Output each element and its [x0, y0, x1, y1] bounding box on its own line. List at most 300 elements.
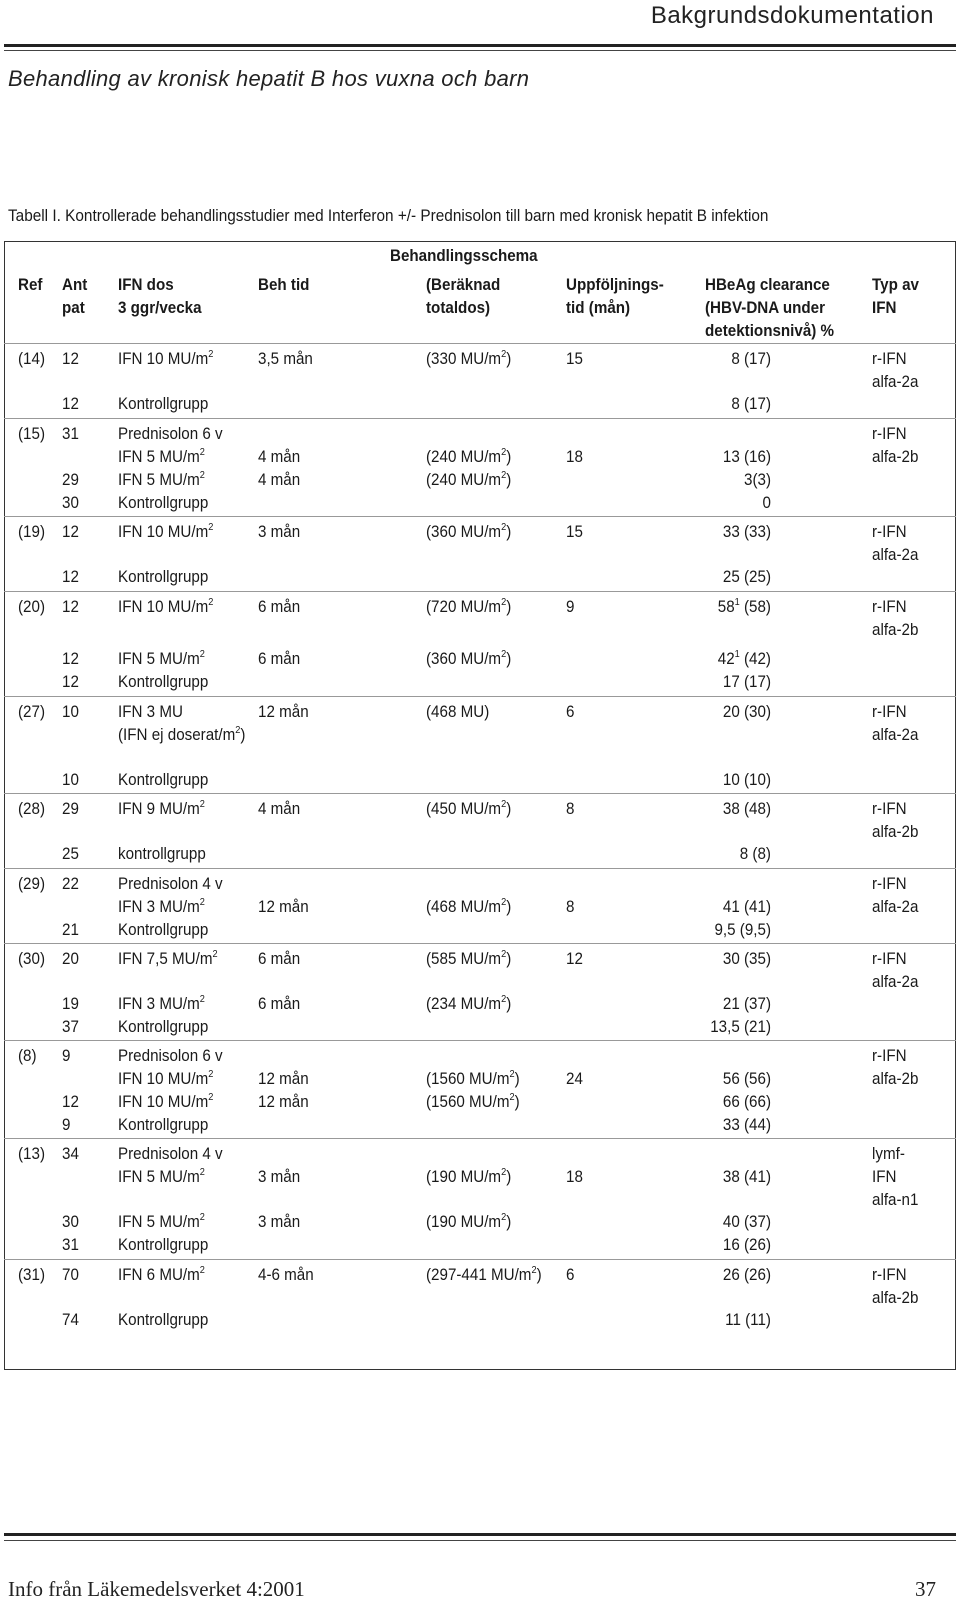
cell-text: (190 MU/m [426, 1213, 502, 1231]
hbeag-clearance-cell [723, 446, 771, 469]
col-header-ref: Ref [18, 276, 43, 294]
ifn-dose-cell [118, 1114, 208, 1137]
cell-text: 6 mån [258, 950, 301, 968]
cell-text: (585 MU/m [426, 950, 502, 968]
total-dose-cell [426, 1068, 520, 1091]
footer-rule-thin [4, 1540, 956, 1541]
cell-text: 13,5 (21) [710, 1018, 771, 1036]
cell-text: ) [506, 471, 512, 489]
cell-text: r-IFN [872, 1047, 907, 1065]
treatment-time-cell [258, 469, 300, 492]
cell-text: (29) [18, 875, 45, 893]
patient-count-cell [62, 919, 79, 942]
cell-text: IFN [872, 1168, 897, 1186]
ifn-type-cell [872, 596, 907, 619]
cell-text: 9 [62, 1047, 71, 1065]
cell-text: ) [506, 650, 512, 668]
superscript: 2 [212, 949, 218, 960]
total-dose-cell [426, 469, 511, 492]
cell-text: ) [514, 1093, 520, 1111]
cell-text: r-IFN [872, 950, 907, 968]
patient-count-cell [62, 393, 79, 416]
col-header-ifn: IFN [872, 299, 897, 317]
superscript: 2 [501, 522, 507, 533]
followup-cell [566, 701, 574, 724]
cell-text: ) [506, 898, 512, 916]
cell-text: IFN 6 MU/m [118, 1266, 200, 1284]
cell-text: 15 [566, 350, 583, 368]
patient-count-cell [62, 993, 79, 1016]
cell-text: 56 (56) [722, 1070, 771, 1088]
cell-text: r-IFN [872, 703, 907, 721]
cell-text: 6 mån [258, 995, 301, 1013]
superscript: 2 [199, 470, 205, 481]
patient-count-cell [62, 423, 79, 446]
cell-text: (240 MU/m [426, 471, 502, 489]
ref-cell [18, 521, 45, 544]
ifn-dose-cell [118, 798, 205, 821]
ifn-dose-cell [118, 1143, 223, 1166]
cell-text: 4 mån [258, 800, 301, 818]
treatment-time-cell [258, 348, 313, 371]
ifn-type-cell [872, 1166, 896, 1189]
cell-text: 20 [62, 950, 79, 968]
patient-count-cell [62, 1143, 79, 1166]
total-dose-cell [426, 896, 511, 919]
treatment-time-cell [258, 896, 309, 919]
cell-text: 12 mån [258, 703, 309, 721]
hbeag-clearance-cell [718, 596, 771, 619]
cell-text: (234 MU/m [426, 995, 502, 1013]
hbeag-clearance-cell [723, 1211, 771, 1234]
cell-text: (330 MU/m [426, 350, 502, 368]
cell-text: r-IFN [872, 875, 907, 893]
cell-text: lymf- [872, 1145, 905, 1163]
cell-text: IFN 10 MU/m [118, 1093, 209, 1111]
superscript: 2 [199, 1167, 205, 1178]
row-separator [4, 1259, 956, 1260]
cell-text: 66 (66) [722, 1093, 771, 1111]
cell-text: Kontrollgrupp [118, 1116, 209, 1134]
followup-cell [566, 521, 583, 544]
ref-cell [18, 798, 45, 821]
superscript: 2 [501, 994, 507, 1005]
treatment-time-cell [258, 701, 309, 724]
ifn-dose-cell [118, 843, 206, 866]
cell-text: 25 (25) [722, 568, 771, 586]
total-dose-cell [426, 1091, 520, 1114]
cell-text: IFN 3 MU [118, 703, 183, 721]
cell-text: (IFN ej doserat/m [118, 726, 236, 744]
cell-text: 9 [62, 1116, 71, 1134]
hbeag-clearance-cell [723, 1068, 771, 1091]
hbeag-clearance-cell [710, 1016, 771, 1039]
ifn-dose-cell [118, 1016, 208, 1039]
ref-cell [18, 423, 45, 446]
row-separator [4, 1040, 956, 1041]
followup-cell [566, 798, 574, 821]
ref-cell [18, 873, 45, 896]
total-dose-cell [426, 446, 511, 469]
cell-text: Kontrollgrupp [118, 1236, 209, 1254]
cell-text: 3(3) [744, 471, 771, 489]
superscript: 2 [199, 994, 205, 1005]
treatment-time-cell [258, 798, 300, 821]
cell-text: 21 (37) [722, 995, 771, 1013]
ifn-type-cell [872, 1264, 907, 1287]
cell-text: 10 [62, 703, 79, 721]
ifn-dose-cell [118, 919, 208, 942]
ifn-dose-cell [118, 1211, 205, 1234]
treatment-time-cell [258, 1166, 300, 1189]
col-header-totaldos: totaldos) [426, 299, 491, 317]
cell-text: IFN 3 MU/m [118, 995, 200, 1013]
hbeag-clearance-cell [740, 843, 771, 866]
hbeag-clearance-cell [763, 492, 771, 515]
cell-text: ) [506, 523, 512, 541]
cell-text: 12 [62, 1093, 79, 1111]
treatment-time-cell [258, 596, 300, 619]
ifn-dose-cell [118, 469, 205, 492]
followup-cell [566, 348, 583, 371]
cell-text: ) [506, 350, 512, 368]
ifn-dose-cell [118, 423, 223, 446]
cell-text: 12 [62, 650, 79, 668]
ifn-type-cell [872, 798, 907, 821]
ifn-dose-cell [118, 1166, 205, 1189]
cell-text: 30 (35) [722, 950, 771, 968]
header-rule-thin [4, 50, 956, 51]
ifn-dose-cell [118, 1045, 223, 1068]
cell-text: 38 (48) [722, 800, 771, 818]
hbeag-clearance-cell [723, 948, 771, 971]
hbeag-clearance-cell [731, 348, 771, 371]
ifn-dose-cell [118, 1309, 208, 1332]
cell-text: (31) [18, 1266, 45, 1284]
cell-text: r-IFN [872, 598, 907, 616]
cell-text: 10 (10) [722, 771, 771, 789]
hbeag-clearance-cell [723, 701, 771, 724]
footer-rule [4, 1533, 956, 1536]
cell-text: IFN 10 MU/m [118, 350, 209, 368]
publication-name: Info från Läkemedelsverket 4:2001 [8, 1577, 305, 1601]
col-header-detektionsniva: detektionsnivå) % [705, 322, 835, 340]
ifn-type-cell [872, 821, 918, 844]
cell-text: (27) [18, 703, 45, 721]
treatment-time-cell [258, 1264, 314, 1287]
ifn-type-cell [872, 1189, 918, 1212]
cell-text: 70 [62, 1266, 79, 1284]
ifn-type-cell [872, 1045, 907, 1068]
hbeag-clearance-cell [723, 671, 771, 694]
cell-text: 38 (41) [722, 1168, 771, 1186]
ifn-dose-cell [118, 492, 208, 515]
superscript: 2 [208, 597, 214, 608]
cell-text: 8 (17) [731, 395, 771, 413]
superscript: 2 [208, 349, 214, 360]
cell-text: 19 [62, 995, 79, 1013]
total-dose-cell [426, 798, 511, 821]
total-dose-cell [426, 701, 489, 724]
patient-count-cell [62, 492, 79, 515]
cell-text: 18 [566, 448, 583, 466]
cell-text: alfa-2a [872, 373, 919, 391]
superscript: 2 [509, 1092, 515, 1103]
ifn-type-cell [872, 1287, 918, 1310]
cell-text: alfa-2a [872, 898, 919, 916]
ifn-type-cell [872, 423, 907, 446]
ifn-type-cell [872, 544, 918, 567]
cell-text: IFN 5 MU/m [118, 1168, 200, 1186]
ifn-dose-cell [118, 724, 245, 747]
cell-text: (450 MU/m [426, 800, 502, 818]
cell-text: 22 [62, 875, 79, 893]
hbeag-clearance-cell [723, 993, 771, 1016]
total-dose-cell [426, 521, 511, 544]
cell-text: IFN 5 MU/m [118, 1213, 200, 1231]
cell-text: (297-441 MU/m [426, 1266, 532, 1284]
row-separator [4, 418, 956, 419]
ifn-dose-cell [118, 873, 223, 896]
cell-text: 20 (30) [722, 703, 771, 721]
cell-text: 16 (26) [722, 1236, 771, 1254]
cell-text: 4-6 mån [258, 1266, 314, 1284]
superscript: 2 [531, 1265, 537, 1276]
ref-cell [18, 1143, 45, 1166]
cell-text: Kontrollgrupp [118, 568, 209, 586]
cell-text: Prednisolon 6 v [118, 1047, 223, 1065]
row-separator [4, 793, 956, 794]
hbeag-clearance-cell [723, 521, 771, 544]
superscript: 2 [509, 1069, 515, 1080]
cell-text: 37 [62, 1018, 79, 1036]
cell-text: (28) [18, 800, 45, 818]
cell-text: 12 [62, 523, 79, 541]
patient-count-cell [62, 1091, 79, 1114]
cell-text: 6 mån [258, 650, 301, 668]
cell-text: 13 (16) [722, 448, 771, 466]
cell-text: 4 mån [258, 471, 301, 489]
ifn-dose-cell [118, 1068, 213, 1091]
ifn-dose-cell [118, 1264, 205, 1287]
patient-count-cell [62, 769, 79, 792]
ifn-type-cell [872, 873, 907, 896]
ifn-type-cell [872, 1143, 905, 1166]
ifn-type-cell [872, 1068, 918, 1091]
cell-text: alfa-2b [872, 1289, 919, 1307]
followup-cell [566, 896, 574, 919]
patient-count-cell [62, 798, 79, 821]
cell-text: 8 [566, 800, 575, 818]
ifn-dose-cell [118, 993, 205, 1016]
cell-text: 3,5 mån [258, 350, 313, 368]
cell-text: 12 [62, 673, 79, 691]
treatment-time-cell [258, 521, 300, 544]
hbeag-clearance-cell [723, 1264, 771, 1287]
superscript: 2 [199, 649, 205, 660]
group-header-behandlingsschema: Behandlingsschema [390, 247, 538, 265]
cell-text: 6 mån [258, 598, 301, 616]
treatment-time-cell [258, 648, 300, 671]
patient-count-cell [62, 873, 79, 896]
cell-text: alfa-2a [872, 726, 919, 744]
col-header-ant: Ant [62, 276, 88, 294]
header-rule [4, 44, 956, 47]
total-dose-cell [426, 948, 511, 971]
cell-text: 17 (17) [722, 673, 771, 691]
ifn-dose-cell [118, 948, 218, 971]
cell-text: IFN 9 MU/m [118, 800, 200, 818]
cell-text: (58) [739, 598, 771, 616]
cell-text: 74 [62, 1311, 79, 1329]
cell-text: 31 [62, 425, 79, 443]
hbeag-clearance-cell [723, 1091, 771, 1114]
ifn-type-cell [872, 521, 907, 544]
cell-text: (1560 MU/m [426, 1070, 510, 1088]
followup-cell [566, 596, 574, 619]
hbeag-clearance-cell [723, 1234, 771, 1257]
cell-text: alfa-2b [872, 448, 919, 466]
cell-text: (240 MU/m [426, 448, 502, 466]
treatment-time-cell [258, 1091, 309, 1114]
superscript: 2 [235, 725, 241, 736]
hbeag-clearance-cell [744, 469, 771, 492]
patient-count-cell [62, 1114, 70, 1137]
total-dose-cell [426, 1211, 511, 1234]
ref-cell [18, 948, 45, 971]
cell-text: 6 [566, 1266, 575, 1284]
cell-text: 12 mån [258, 1093, 309, 1111]
cell-text: IFN 5 MU/m [118, 471, 200, 489]
cell-text: 10 [62, 771, 79, 789]
hbeag-clearance-cell [723, 566, 771, 589]
cell-text: ) [506, 800, 512, 818]
superscript: 2 [208, 1069, 214, 1080]
cell-text: 0 [762, 494, 771, 512]
cell-text: ) [506, 995, 512, 1013]
ifn-type-cell [872, 896, 918, 919]
patient-count-cell [62, 671, 79, 694]
superscript: 1 [734, 597, 740, 608]
cell-text: 12 [566, 950, 583, 968]
cell-text: 12 [62, 350, 79, 368]
ifn-dose-cell [118, 566, 208, 589]
cell-text: Kontrollgrupp [118, 771, 209, 789]
superscript: 2 [501, 897, 507, 908]
superscript: 1 [734, 649, 740, 660]
cell-text: (190 MU/m [426, 1168, 502, 1186]
col-header-tid-man: tid (mån) [566, 299, 631, 317]
cell-text: 25 [62, 845, 79, 863]
treatment-time-cell [258, 1068, 309, 1091]
row-separator [4, 1138, 956, 1139]
hbeag-clearance-cell [723, 1114, 771, 1137]
row-separator [4, 943, 956, 944]
patient-count-cell [62, 1045, 70, 1068]
ifn-dose-cell [118, 596, 213, 619]
cell-text: 26 (26) [722, 1266, 771, 1284]
superscript: 2 [501, 349, 507, 360]
patient-count-cell [62, 701, 79, 724]
cell-text: 33 (33) [722, 523, 771, 541]
col-header-typ-av: Typ av [872, 276, 919, 294]
cell-text: 8 (17) [731, 350, 771, 368]
cell-text: ) [506, 1168, 512, 1186]
treatment-time-cell [258, 446, 300, 469]
ifn-dose-cell [118, 446, 205, 469]
ref-cell [18, 1264, 45, 1287]
cell-text: Kontrollgrupp [118, 921, 209, 939]
col-header-beraknad: (Beräknad [426, 276, 501, 294]
cell-text: 12 [62, 568, 79, 586]
cell-text: 8 (8) [739, 845, 771, 863]
followup-cell [566, 948, 583, 971]
patient-count-cell [62, 1264, 79, 1287]
cell-text: Prednisolon 4 v [118, 1145, 223, 1163]
cell-text: IFN 3 MU/m [118, 898, 200, 916]
hbeag-clearance-cell [723, 1166, 771, 1189]
cell-text: (468 MU/m [426, 898, 502, 916]
ifn-dose-cell [118, 1234, 208, 1257]
row-separator [4, 696, 956, 697]
cell-text: r-IFN [872, 800, 907, 818]
cell-text: (42) [739, 650, 771, 668]
total-dose-cell [426, 993, 511, 1016]
cell-text: 12 mån [258, 898, 309, 916]
cell-text: (8) [18, 1047, 37, 1065]
row-separator [4, 591, 956, 592]
cell-text: r-IFN [872, 350, 907, 368]
cell-text: 58 [717, 598, 735, 616]
superscript: 2 [199, 1265, 205, 1276]
cell-text: IFN 7,5 MU/m [118, 950, 213, 968]
total-dose-cell [426, 348, 511, 371]
cell-text: (30) [18, 950, 45, 968]
document-subtitle: Behandling av kronisk hepatit B hos vuxna och barn [8, 66, 530, 91]
col-header-ggr-vecka: 3 ggr/vecka [118, 299, 202, 317]
cell-text: (360 MU/m [426, 523, 502, 541]
cell-text: IFN 5 MU/m [118, 448, 200, 466]
hbeag-clearance-cell [725, 1309, 771, 1332]
followup-cell [566, 1166, 583, 1189]
patient-count-cell [62, 469, 79, 492]
patient-count-cell [62, 596, 79, 619]
hbeag-clearance-cell [723, 798, 771, 821]
cell-text: (19) [18, 523, 45, 541]
superscript: 2 [501, 949, 507, 960]
superscript: 2 [501, 1167, 507, 1178]
ifn-type-cell [872, 348, 907, 371]
cell-text: Prednisolon 4 v [118, 875, 223, 893]
cell-text: Kontrollgrupp [118, 1018, 209, 1036]
cell-text: 33 (44) [722, 1116, 771, 1134]
cell-text: (14) [18, 350, 45, 368]
cell-text: ) [536, 1266, 542, 1284]
ifn-dose-cell [118, 896, 205, 919]
cell-text: (720 MU/m [426, 598, 502, 616]
treatment-time-cell [258, 1211, 300, 1234]
row-separator [4, 868, 956, 869]
cell-text: 12 [62, 598, 79, 616]
col-header-ifn-dos: IFN dos [118, 276, 174, 294]
superscript: 2 [199, 897, 205, 908]
total-dose-cell [426, 596, 511, 619]
cell-text: 40 (37) [722, 1213, 771, 1231]
superscript: 2 [501, 799, 507, 810]
ifn-dose-cell [118, 393, 208, 416]
superscript: 2 [208, 522, 214, 533]
header-separator [4, 343, 956, 344]
